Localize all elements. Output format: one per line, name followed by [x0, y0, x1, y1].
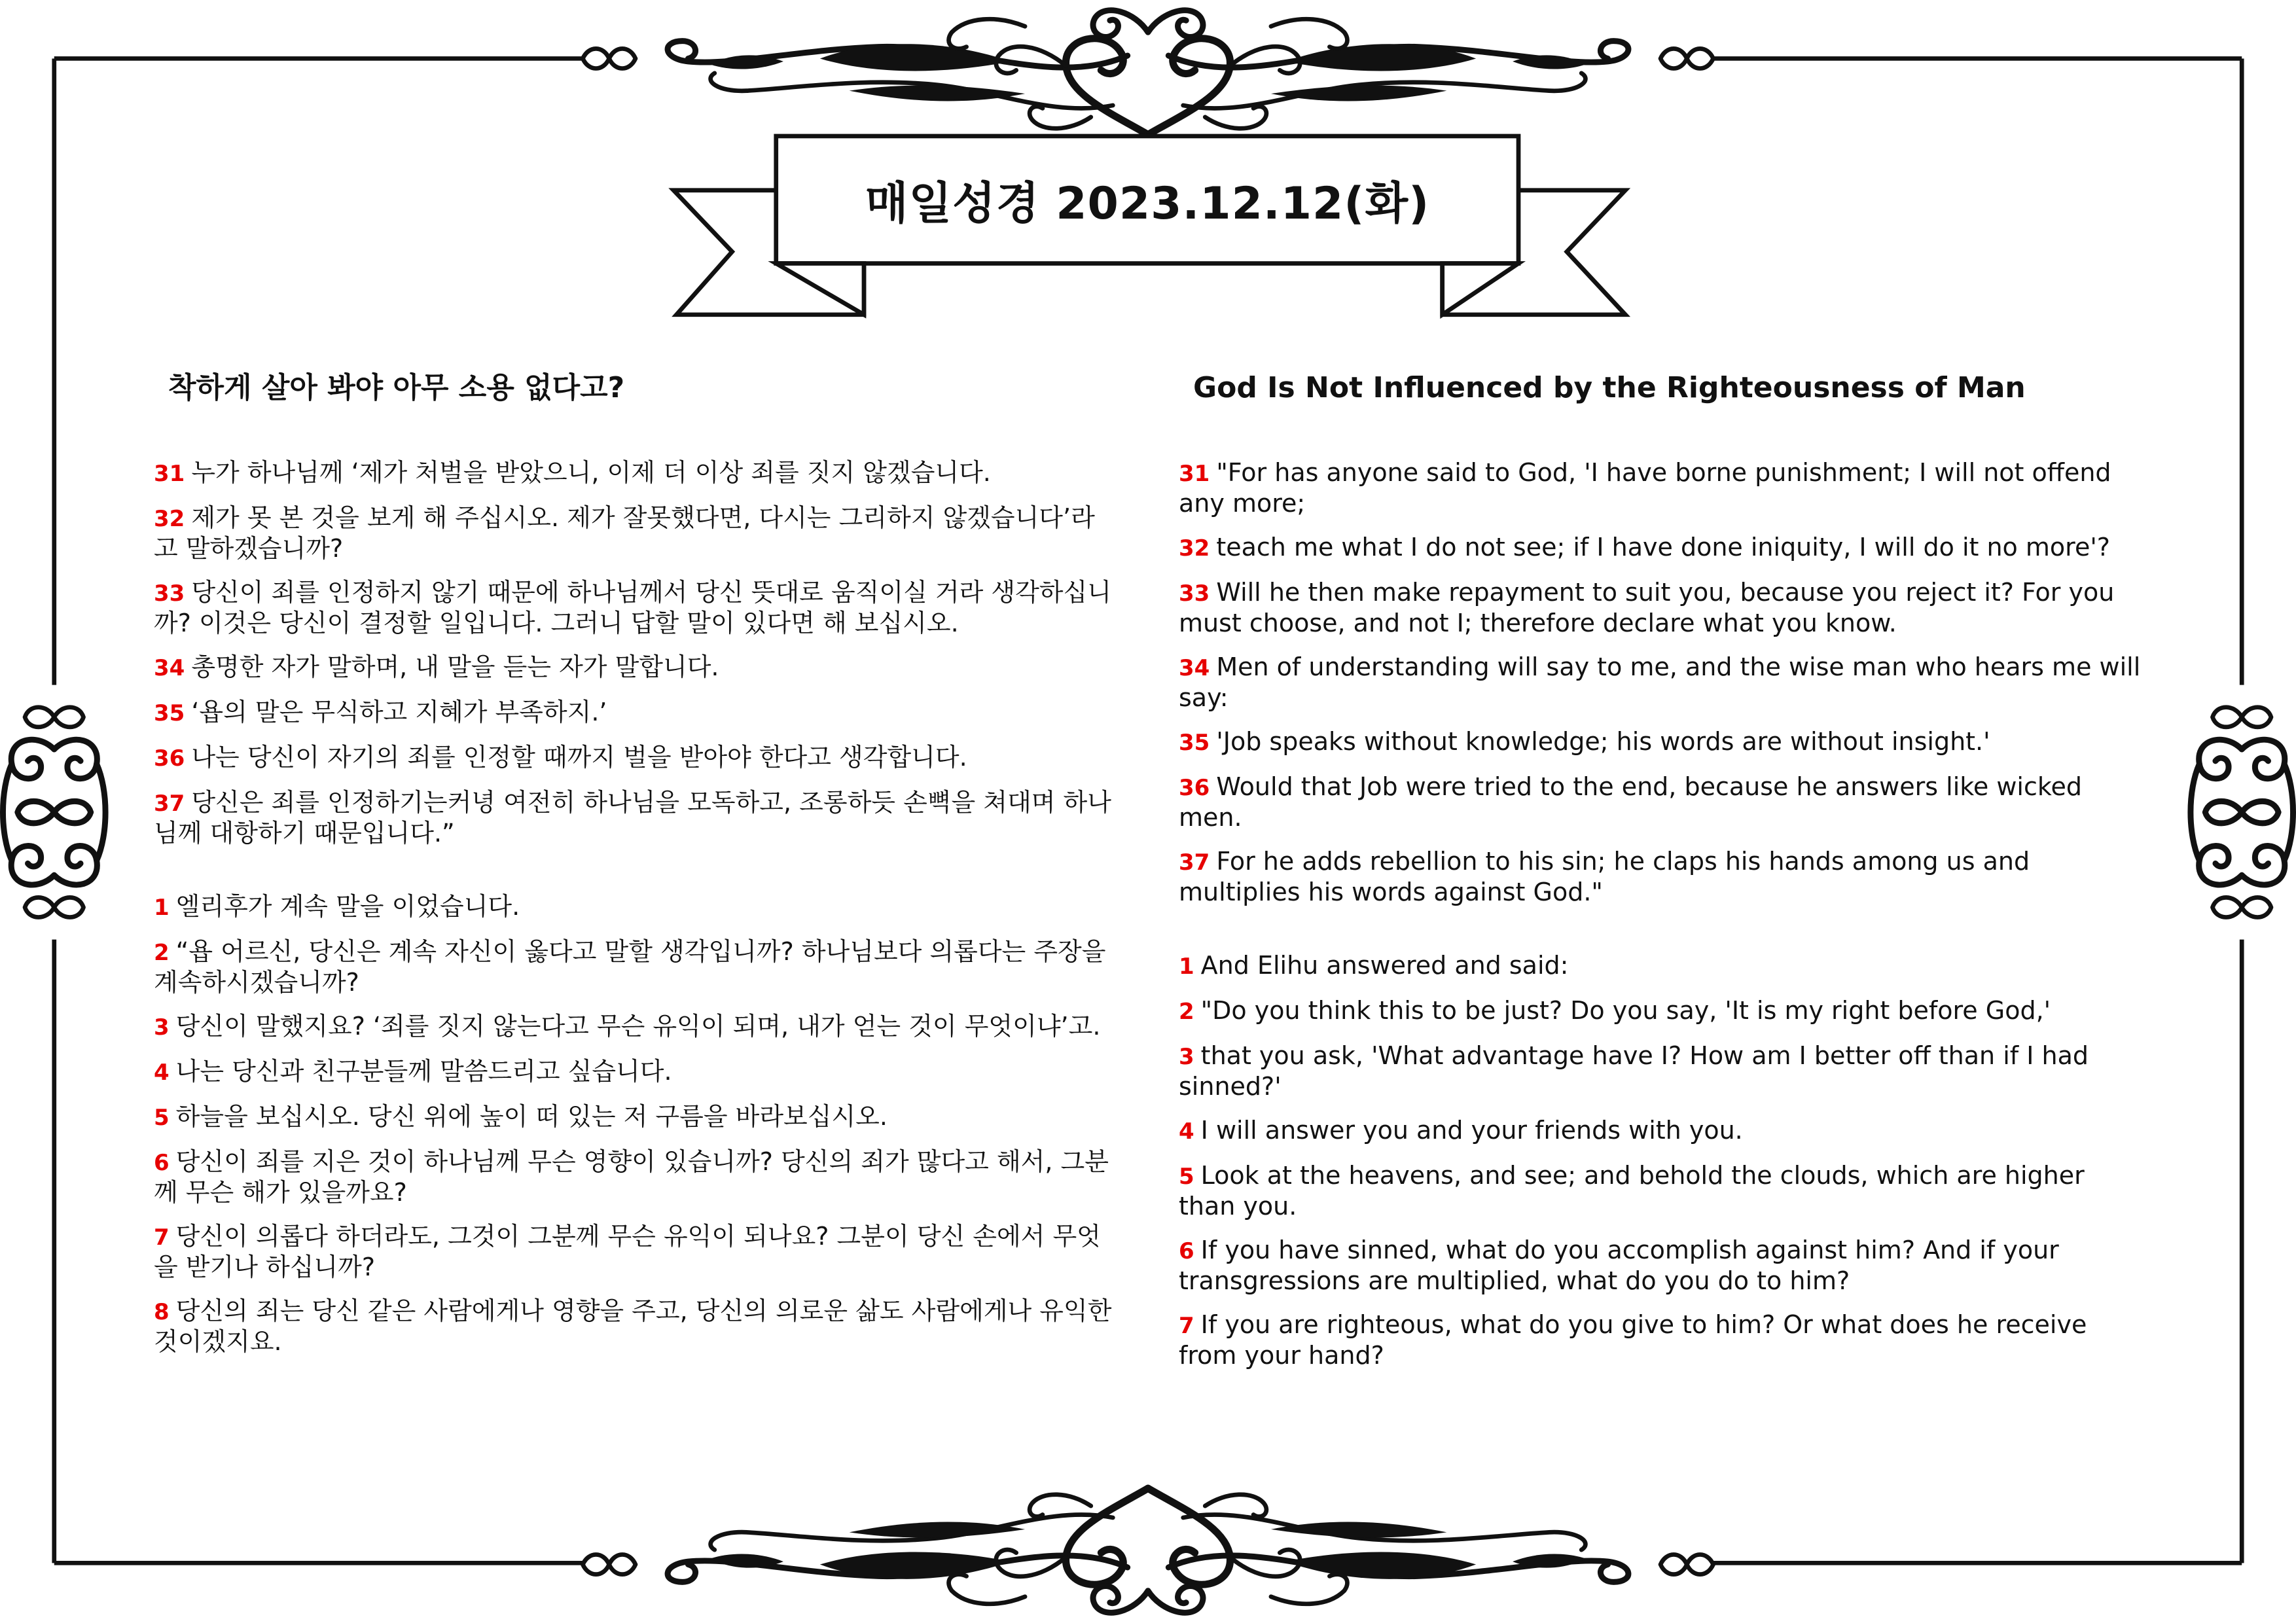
verse-text: 엘리후가 계속 말을 이었습니다. [175, 892, 520, 921]
verse-number: 34 [154, 655, 185, 681]
right-ornament [2191, 707, 2293, 918]
korean-heading: 착하게 살아 봐야 아무 소용 없다고? [168, 371, 625, 404]
verse-number: 36 [1179, 775, 1210, 801]
verse [1179, 652, 2144, 713]
verse [154, 1012, 1116, 1043]
verse-text: Look at the heavens, and see; and behold the clouds, which are higher than you. [1179, 1161, 2085, 1221]
verse-text: Would that Job were tried to the end, because he answers like wicked men. [1179, 772, 2083, 832]
verse [154, 1147, 1116, 1207]
verse-text: 총명한 자가 말하며, 내 말을 듣는 자가 말합니다. [191, 652, 719, 681]
english-section-2 [1179, 951, 2144, 1370]
verse-number: 36 [154, 745, 185, 772]
verse-text: 당신은 죄를 인정하기는커녕 여전히 하나님을 모독하고, 조롱하듯 손뼉을 쳐대며 하나님께 대항하기 때문입니다.” [154, 788, 1111, 847]
english-heading: God Is Not Influenced by the Righteousness of Man [1193, 371, 2026, 404]
verse-number: 32 [1179, 535, 1210, 562]
verse-text: If you are righteous, what do you give to him? Or what does he receive from your hand? [1179, 1310, 2087, 1370]
verse-number: 33 [1179, 580, 1210, 607]
verse-text: "Do you think this to be just? Do you say, 'It is my right before God,' [1200, 996, 2051, 1025]
verse-number: 35 [154, 700, 185, 726]
verse-number: 5 [154, 1105, 170, 1131]
verse [154, 1102, 1116, 1133]
verse [154, 743, 1116, 774]
verse-text: teach me what I do not see; if I have done iniquity, I will do it no more'? [1216, 533, 2110, 562]
verse-number: 2 [1179, 999, 1194, 1025]
verse-number: 4 [1179, 1118, 1194, 1145]
verse [1179, 847, 2144, 907]
verse-number: 7 [1179, 1313, 1194, 1339]
korean-section-2 [154, 892, 1116, 1357]
verse-number: 1 [1179, 954, 1194, 980]
verse [154, 652, 1116, 683]
verse [154, 1296, 1116, 1357]
verse [1179, 951, 2144, 982]
verse-number: 1 [154, 895, 170, 921]
verse-text: I will answer you and your friends with you. [1200, 1116, 1743, 1145]
english-section-1 [1179, 458, 2144, 907]
verse [1179, 1041, 2144, 1101]
verse-number: 37 [154, 791, 185, 817]
verse-text: 당신이 죄를 지은 것이 하나님께 무슨 영향이 있습니까? 당신의 죄가 많다고 해서, 그분께 무슨 해가 있을까요? [154, 1147, 1109, 1207]
verse-text: 'Job speaks without knowledge; his words are without insight.' [1216, 727, 1990, 756]
verse-number: 32 [154, 506, 185, 532]
verse [1179, 578, 2144, 638]
verse [1179, 727, 2144, 758]
verse-number: 3 [154, 1014, 170, 1041]
verse-text: 나는 당신과 친구분들께 말씀드리고 싶습니다. [175, 1057, 672, 1086]
verse-text: 당신이 죄를 인정하지 않기 때문에 하나님께서 당신 뜻대로 움직이실 거라 생각하십니까? 이것은 당신이 결정할 일입니다. 그러니 답할 말이 있다면 해 보십시오. [154, 578, 1111, 637]
verse-text: For he adds rebellion to his sin; he claps his hands among us and multiplies his words against God." [1179, 847, 2030, 906]
verse-number: 3 [1179, 1044, 1194, 1070]
verse [1179, 996, 2144, 1027]
verse-text: 당신이 의롭다 하더라도, 그것이 그분께 무슨 유익이 되나요? 그분이 당신 손에서 무엇을 받기나 하십니까? [154, 1222, 1101, 1281]
verse [154, 578, 1116, 638]
verse-text: “욥 어르신, 당신은 계속 자신이 옳다고 말할 생각입니까? 하나님보다 의롭다는 주장을 계속하시겠습니까? [154, 937, 1106, 997]
verse [1179, 458, 2144, 518]
verse-number: 8 [154, 1299, 170, 1325]
verse [1179, 1161, 2144, 1221]
top-ornament [583, 10, 1713, 135]
verse [154, 892, 1116, 923]
verse-text: that you ask, 'What advantage have I? How am I better off than if I had sinned?' [1179, 1041, 2089, 1101]
verse [154, 1057, 1116, 1088]
verse [1179, 1310, 2144, 1370]
verse [1179, 533, 2144, 563]
verse-number: 6 [154, 1150, 170, 1176]
verse [154, 458, 1116, 489]
verse [154, 788, 1116, 848]
verse-number: 37 [1179, 849, 1210, 876]
verse-number: 6 [1179, 1238, 1194, 1264]
verse-text: 당신의 죄는 당신 같은 사람에게나 영향을 주고, 당신의 의로운 삶도 사람에게나 유익한 것이겠지요. [154, 1296, 1112, 1356]
verse [1179, 772, 2144, 832]
verse-number: 31 [154, 461, 185, 487]
verse-text: ‘욥의 말은 무식하고 지혜가 부족하지.’ [191, 698, 607, 726]
verse-text: And Elihu answered and said: [1200, 951, 1569, 980]
verse-number: 7 [154, 1224, 170, 1251]
korean-section-1 [154, 458, 1116, 848]
verse [154, 698, 1116, 728]
verse-text: Men of understanding will say to me, and the wise man who hears me will say: [1179, 652, 2141, 712]
verse-text: "For has anyone said to God, 'I have borne punishment; I will not offend any more; [1179, 458, 2111, 518]
page-title: 매일성경 2023.12.12(화) [865, 178, 1430, 230]
verse-text: If you have sinned, what do you accomplish against him? And if your transgressions are multiplied, what do you do to him? [1179, 1236, 2059, 1295]
verse-text: 누가 하나님께 ‘제가 처벌을 받았으니, 이제 더 이상 죄를 짓지 않겠습니다. [191, 458, 991, 487]
verse-text: Will he then make repayment to suit you, because you reject it? For you must choose, and not I; therefore declare what you know. [1179, 578, 2115, 637]
verse [154, 1222, 1116, 1282]
korean-column [154, 458, 1116, 1371]
bottom-ornament [583, 1488, 1713, 1613]
verse [154, 937, 1116, 997]
left-ornament [3, 707, 105, 918]
verse-number: 34 [1179, 655, 1210, 681]
verse-number: 4 [154, 1060, 170, 1086]
verse-number: 35 [1179, 730, 1210, 756]
verse-number: 33 [154, 580, 185, 607]
verse-text: 당신이 말했지요? ‘죄를 짓지 않는다고 무슨 유익이 되며, 내가 얻는 것이 무엇이냐’고. [175, 1012, 1101, 1041]
verse-text: 제가 못 본 것을 보게 해 주십시오. 제가 잘못했다면, 다시는 그리하지 않겠습니다’라고 말하겠습니까? [154, 503, 1095, 563]
english-column [1179, 458, 2144, 1385]
verse-number: 31 [1179, 461, 1210, 487]
verse [1179, 1236, 2144, 1296]
verse-number: 5 [1179, 1164, 1194, 1190]
verse [154, 503, 1116, 563]
verse [1179, 1116, 2144, 1147]
verse-text: 나는 당신이 자기의 죄를 인정할 때까지 벌을 받아야 한다고 생각합니다. [191, 743, 967, 772]
verse-number: 2 [154, 940, 170, 966]
verse-text: 하늘을 보십시오. 당신 위에 높이 떠 있는 저 구름을 바라보십시오. [175, 1102, 888, 1131]
